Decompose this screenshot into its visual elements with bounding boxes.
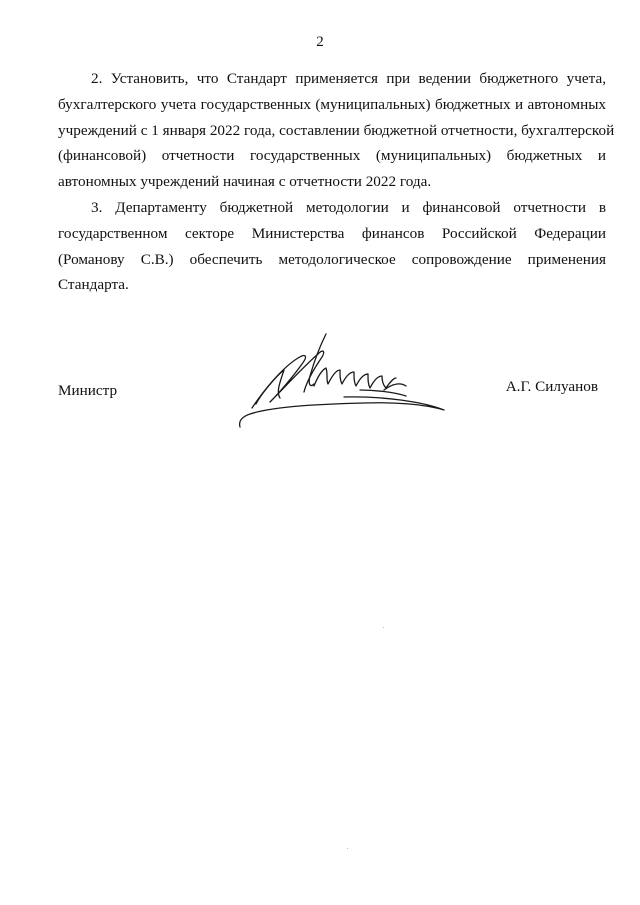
document-body [58, 66, 615, 298]
text-line: (Романову С.В.) обеспечить методологическое сопровождение применения [58, 250, 606, 268]
scan-speck [347, 848, 348, 849]
text-line: бухгалтерского учета государственных (муниципальных) бюджетных и автономных [58, 95, 606, 113]
text-line: 2. Установить, что Стандарт применяется при ведении бюджетного учета, [91, 70, 606, 87]
page-number: 2 [316, 34, 324, 50]
signatory-title: Министр [58, 382, 118, 399]
handwritten-signature [234, 330, 449, 430]
text-line: учреждений с 1 января 2022 года, составлении бюджетной отчетности, бухгалтерской [58, 121, 615, 139]
signature-block [58, 330, 606, 440]
text-line: автономных учреждений начиная с отчетности 2022 года. [58, 173, 432, 191]
text-line: 3. Департаменту бюджетной методологии и финансовой отчетности в [91, 198, 606, 216]
paragraph-2 [58, 66, 615, 195]
paragraph-3 [58, 195, 606, 298]
text-line: государственном секторе Министерства финансов Российской Федерации [58, 224, 606, 242]
scan-speck [383, 627, 384, 628]
signatory-name: А.Г. Силуанов [505, 378, 598, 395]
text-line: (финансовой) отчетности государственных (муниципальных) бюджетных и [58, 147, 606, 165]
text-line: Стандарта. [58, 276, 129, 294]
